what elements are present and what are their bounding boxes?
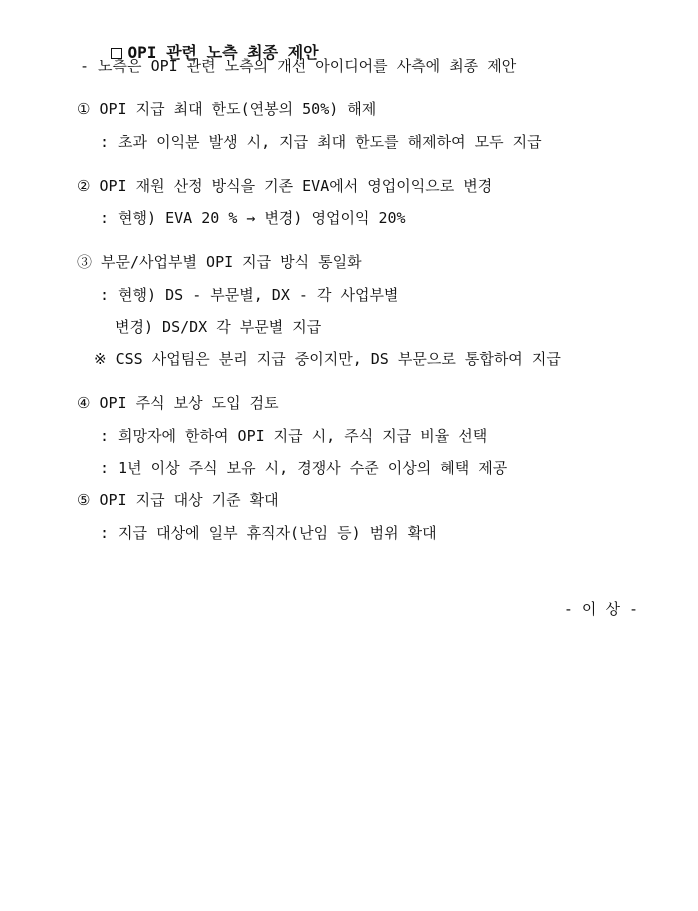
intro-text: - 노측은 OPI 관련 노측의 개선 아이디어를 사측에 최종 제안 xyxy=(80,57,517,75)
item-3-title: ③ 부문/사업부별 OPI 지급 방식 통일화 xyxy=(77,253,362,271)
item-4-detail-1: : 희망자에 한하여 OPI 지급 시, 주식 지급 비율 선택 xyxy=(100,427,488,445)
closing-text: - 이 상 - xyxy=(563,600,638,618)
item-5-detail-1: : 지급 대상에 일부 휴직자(난임 등) 범위 확대 xyxy=(100,524,437,542)
item-1-title: ① OPI 지급 최대 한도(연봉의 50%) 해제 xyxy=(77,100,377,118)
item-2-title: ② OPI 재원 산정 방식을 기존 EVA에서 영업이익으로 변경 xyxy=(77,177,493,195)
item-2-detail-1: : 현행) EVA 20 % → 변경) 영업이익 20% xyxy=(100,209,406,227)
item-5-title: ⑤ OPI 지급 대상 기준 확대 xyxy=(77,491,279,509)
item-3-note: ※ CSS 사업팀은 분리 지급 중이지만, DS 부문으로 통합하여 지급 xyxy=(94,350,561,368)
item-4-detail-2: : 1년 이상 주식 보유 시, 경쟁사 수준 이상의 혜택 제공 xyxy=(100,459,508,477)
item-4-title: ④ OPI 주식 보상 도입 검토 xyxy=(77,394,279,412)
item-1-detail-1: : 초과 이익분 발생 시, 지급 최대 한도를 해제하여 모두 지급 xyxy=(100,133,542,151)
heading-text: OPI 관련 노측 최종 제안 xyxy=(127,43,319,62)
item-3-detail-2: 변경) DS/DX 각 부문별 지급 xyxy=(115,318,322,336)
item-3-detail-1: : 현행) DS - 부문별, DX - 각 사업부별 xyxy=(100,286,399,304)
